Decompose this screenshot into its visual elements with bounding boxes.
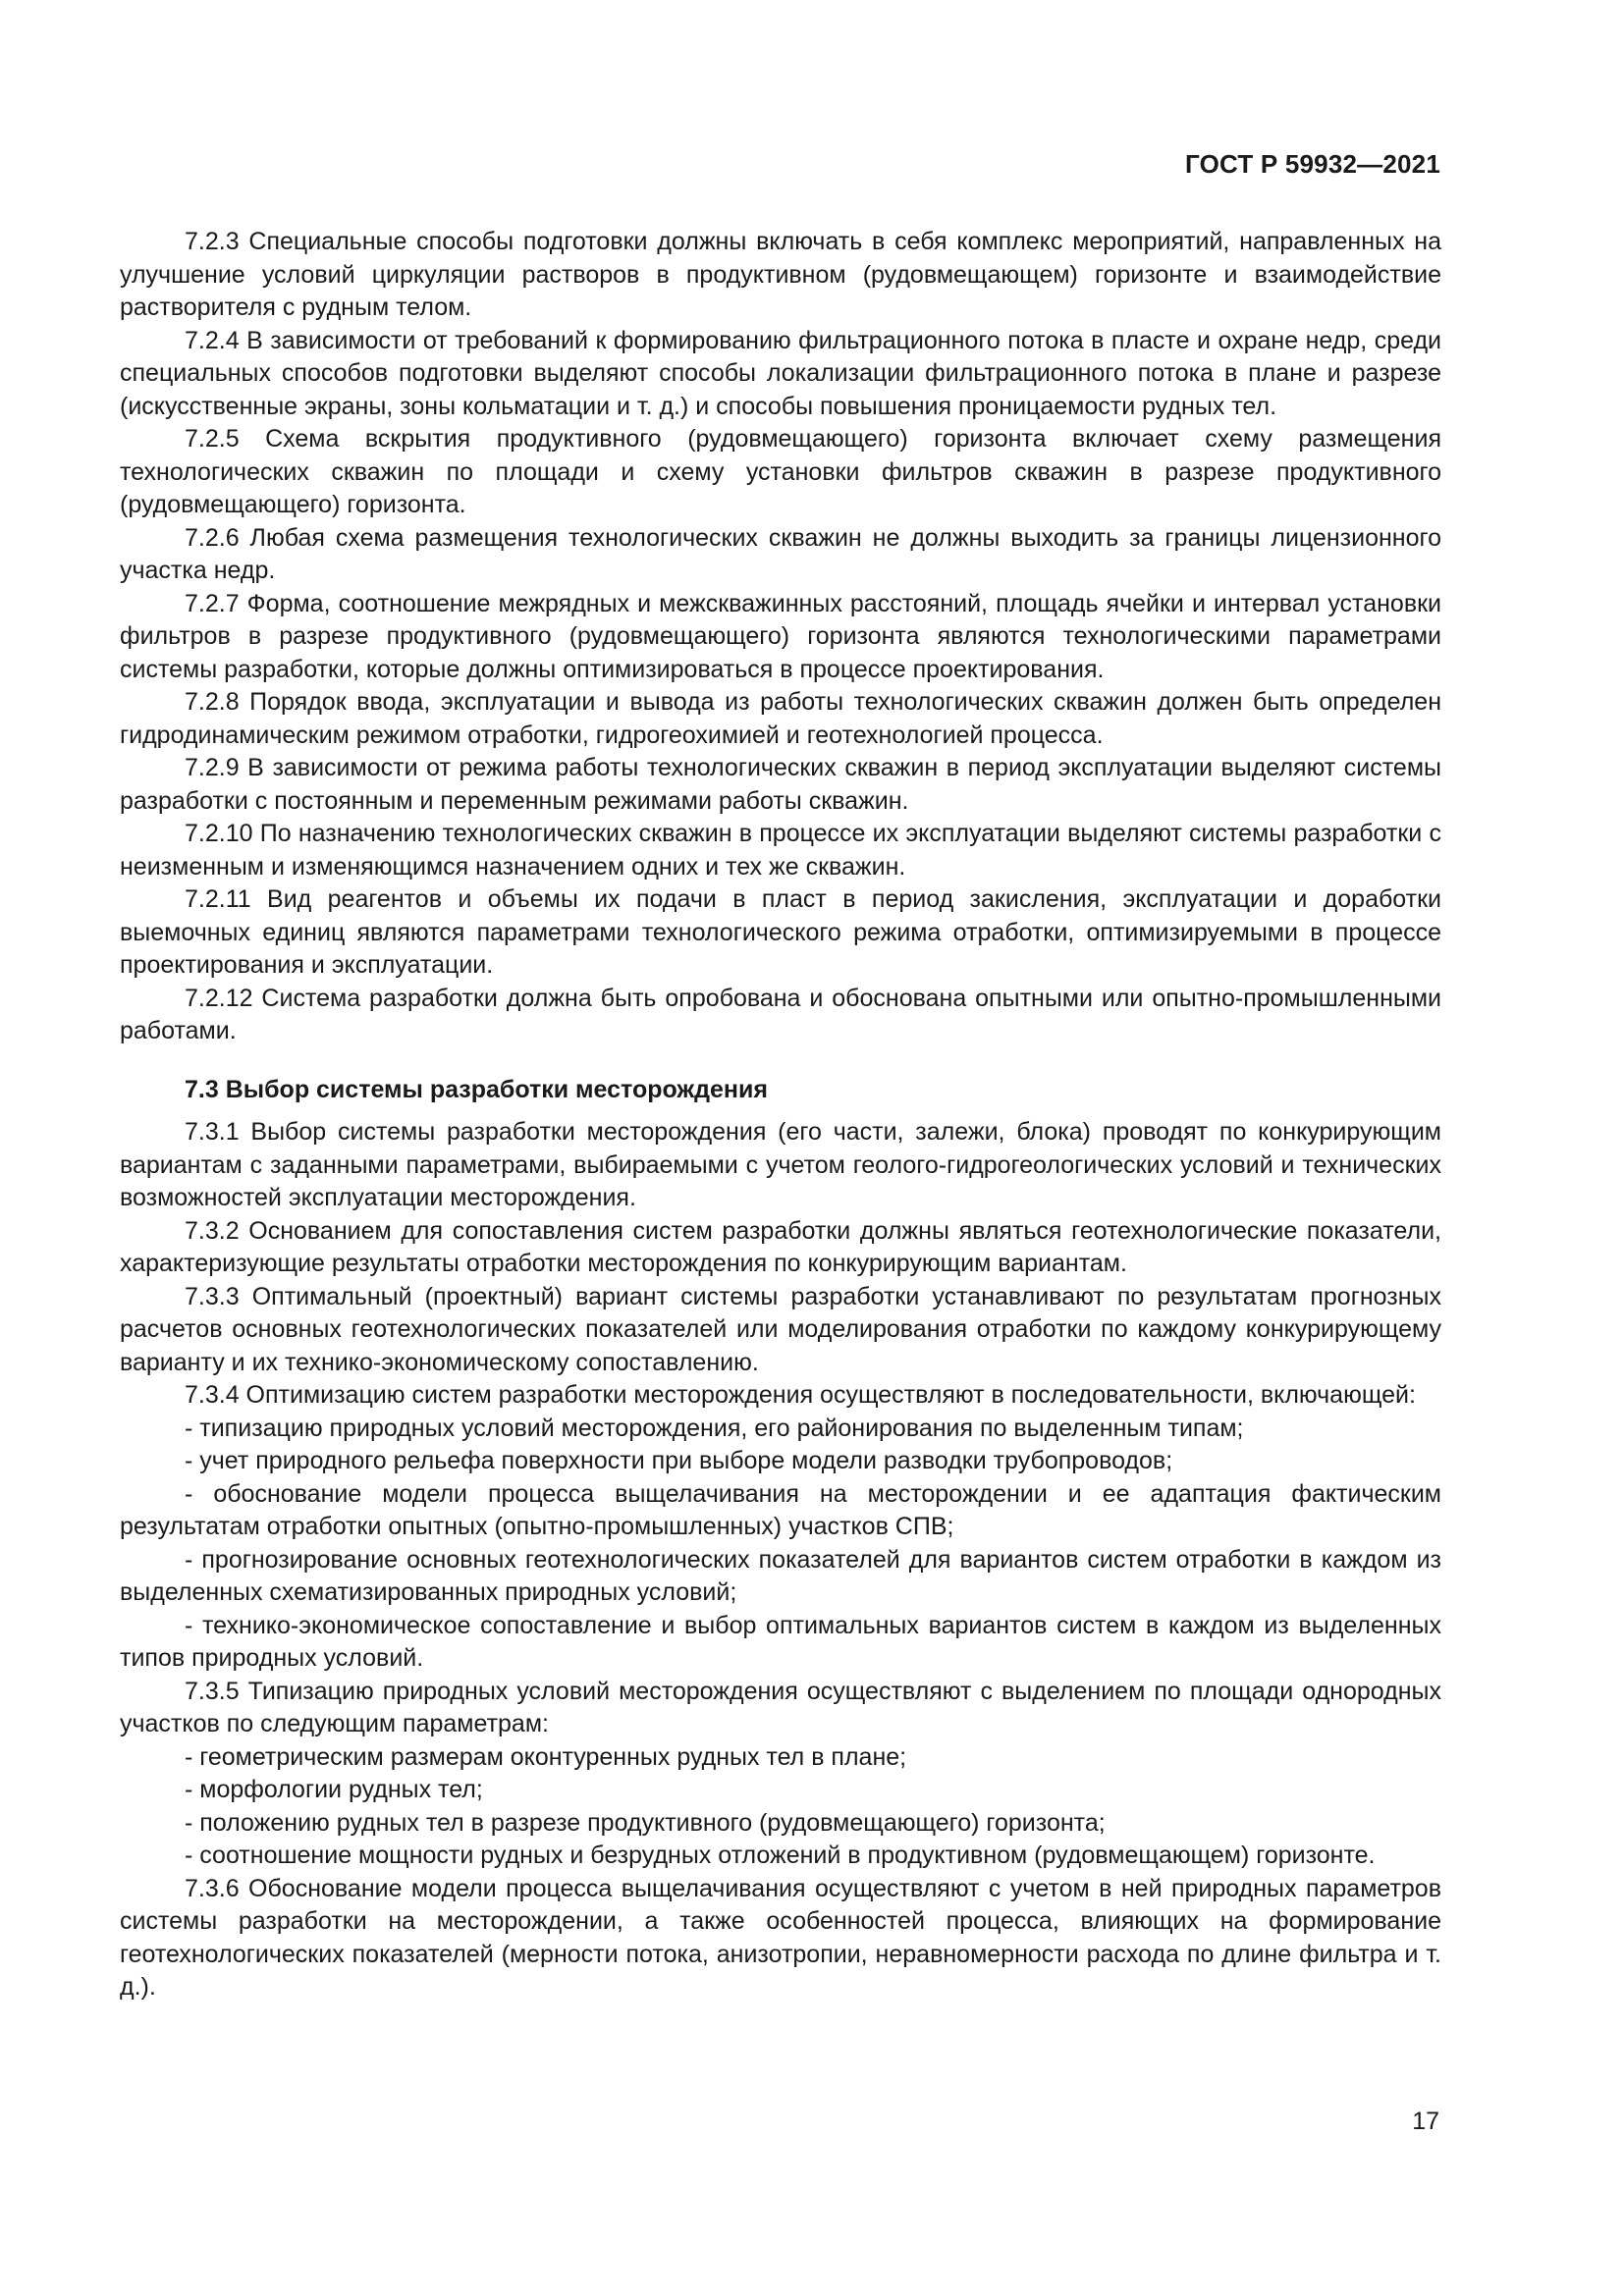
- paragraph-7-2-3: 7.2.3 Специальные способы подготовки должны включать в себя комплекс мероприятий, направленных на улучшение условий циркуляции растворов в продуктивном (рудовмещающем) горизонте и взаимодействие растворителя с рудным телом.: [120, 228, 1441, 321]
- paragraph-7-2-8: 7.2.8 Порядок ввода, эксплуатации и вывода из работы технологических скважин должен быть определен гидродинамическим режимом отработки, гидрогеохимией и геотехнологией процесса.: [120, 688, 1441, 749]
- list-item: - обоснование модели процесса выщелачивания на месторождении и ее адаптация фактическим результатам отработки опытных (опытно-промышленных) участков СПВ;: [120, 1479, 1441, 1540]
- paragraph-7-2-11: 7.2.11 Вид реагентов и объемы их подачи в пласт в период закисления, эксплуатации и доработки выемочных единиц являются параметрами технологического режима отработки, оптимизируемыми в процессе проектирования и эксплуатации.: [120, 885, 1441, 979]
- list-item: - геометрическим размерам оконтуренных рудных тел в плане;: [185, 1742, 907, 1771]
- body-text: [120, 226, 1441, 2004]
- paragraph-7-3-3: 7.3.3 Оптимальный (проектный) вариант системы разработки устанавливают по результатам прогнозных расчетов основных геотехнологических показателей или моделирования отработки по каждому конкурирующему варианту и их технико-экономическому сопоставлению.: [120, 1282, 1441, 1376]
- page-number: 17: [1412, 2108, 1439, 2135]
- paragraph-7-3-4: 7.3.4 Оптимизацию систем разработки месторождения осуществляют в последовательности, включающей:: [185, 1381, 1416, 1409]
- paragraph-7-2-7: 7.2.7 Форма, соотношение межрядных и межскважинных расстояний, площадь ячейки и интервал установки фильтров в разрезе продуктивного (рудовмещающего) горизонта являются технологическими параметрами системы разработки, которые должны оптимизироваться в процессе проектирования.: [120, 589, 1441, 683]
- list-item: - типизацию природных условий месторождения, его районирования по выделенным типам;: [185, 1414, 1244, 1442]
- paragraph-7-2-12: 7.2.12 Система разработки должна быть опробована и обоснована опытными или опытно-промышленными работами.: [120, 984, 1441, 1044]
- paragraph-7-3-6: 7.3.6 Обоснование модели процесса выщелачивания осуществляют с учетом в ней природных параметров системы разработки на месторождении, а также особенностей процесса, влияющих на формирование геотехнологических показателей (мерности потока, анизотропии, неравномерности расхода по длине фильтра и т. д.).: [120, 1874, 1441, 2001]
- list-item: - учет природного рельефа поверхности при выборе модели разводки трубопроводов;: [185, 1447, 1173, 1474]
- paragraph-7-2-10: 7.2.10 По назначению технологических скважин в процессе их эксплуатации выделяют системы разработки с неизменным и изменяющимся назначением одних и тех же скважин.: [120, 820, 1441, 881]
- paragraph-7-3-5: 7.3.5 Типизацию природных условий месторождения осуществляют с выделением по площади однородных участков по следующим параметрам:: [120, 1677, 1441, 1737]
- paragraph-7-2-5: 7.2.5 Схема вскрытия продуктивного (рудовмещающего) горизонта включает схему размещения технологических скважин по площади и схему установки фильтров скважин в разрезе продуктивного (рудовмещающего) горизонта.: [120, 425, 1441, 518]
- list-item: - прогнозирование основных геотехнологических показателей для вариантов систем отработки в каждом из выделенных схематизированных природных условий;: [120, 1545, 1441, 1606]
- section-heading-7-3: 7.3 Выбор системы разработки месторождения: [185, 1075, 768, 1103]
- standard-designation: ГОСТ Р 59932—2021: [1185, 149, 1440, 179]
- list-item: - морфологии рудных тел;: [185, 1776, 483, 1803]
- paragraph-7-2-6: 7.2.6 Любая схема размещения технологических скважин не должны выходить за границы лицензионного участка недр.: [120, 523, 1441, 584]
- paragraph-7-3-2: 7.3.2 Основанием для сопоставления систем разработки должны являться геотехнологические показатели, характеризующие результаты отработки месторождения по конкурирующим вариантам.: [120, 1216, 1441, 1277]
- list-item: - технико-экономическое сопоставление и выбор оптимальных вариантов систем в каждом из выделенных типов природных условий.: [120, 1611, 1441, 1672]
- paragraph-7-3-1: 7.3.1 Выбор системы разработки месторождения (его части, залежи, блока) проводят по конкурирующим вариантам с заданными параметрами, выбираемыми с учетом геолого-гидрогеологических условий и технических возможностей эксплуатации месторождения.: [120, 1118, 1441, 1211]
- list-item: - положению рудных тел в разрезе продуктивного (рудовмещающего) горизонта;: [185, 1808, 1106, 1837]
- paragraph-7-2-9: 7.2.9 В зависимости от режима работы технологических скважин в период эксплуатации выделяют системы разработки с постоянным и переменным режимами работы скважин.: [120, 754, 1441, 815]
- list-item: - соотношение мощности рудных и безрудных отложений в продуктивном (рудовмещающем) горизонте.: [185, 1842, 1376, 1869]
- paragraph-7-2-4: 7.2.4 В зависимости от требований к формированию фильтрационного потока в пласте и охране недр, среди специальных способов подготовки выделяют способы локализации фильтрационного потока в плане и разрезе (искусственные экраны, зоны кольматации и т. д.) и способы повышения проницаемости рудных тел.: [120, 326, 1441, 420]
